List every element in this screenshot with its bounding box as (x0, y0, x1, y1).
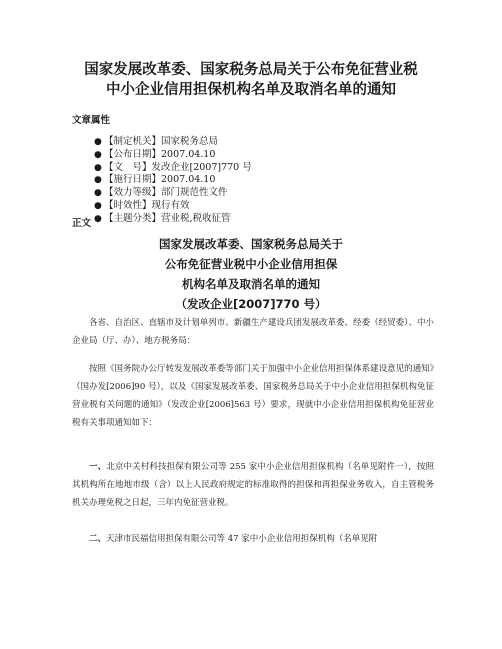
item-1-text: 北京中关村科技担保有限公司等 255 家中小企业信用担保机构（名单见附件一），按照其机构所在地地市级（含）以上人民政府规定的标准取得的担保和再担保业务收入，自主管税务机关办理免税之日起，三年内免征营业税。 (72, 462, 434, 508)
item-2-text: 天津市民福信用担保有限公司等 47 家中小企业信用担保机构（名单见附 (106, 534, 378, 544)
item-1-label: 一、 (89, 462, 107, 472)
document-title-line-1: 国家发展改革委、国家税务总局关于公布免征营业税 (84, 62, 418, 78)
bullet-icon: ● (94, 188, 102, 199)
document-title (40, 60, 462, 100)
item-2-paragraph (72, 530, 434, 548)
article-title (70, 234, 432, 314)
article-title-line-1: 国家发展改革委、国家税务总局关于 (159, 237, 343, 251)
bullet-icon: ● (94, 213, 102, 224)
article-title-line-2: 公布免征营业税中小企业信用担保 (164, 257, 338, 271)
bullet-icon: ● (94, 200, 102, 211)
item-2-label: 二、 (89, 534, 107, 544)
document-title-line-2: 中小企业信用担保机构名单及取消名单的通知 (106, 82, 396, 98)
intro-paragraph: 按照《国务院办公厅转发发展改革委等部门关于加强中小企业信用担保体系建设意见的通知》（国办发[2006]90 号），以及《国家发展改革委、国家税务总局关于中小企业信用担保机构免征营业税有关问题的通知》（发改企业[2006]563 号）要求，现就中小企业信用担保机构免征营业税有关事项通知如下： (72, 364, 434, 428)
addressee-paragraph: 各省、自治区、直辖市及计划单列市、新疆生产建设兵团发展改革委、经委（经贸委）、中小企业局（厅、办）、地方税务局： (72, 318, 434, 346)
body-heading: 正文 (72, 218, 92, 229)
bullet-icon: ● (94, 175, 102, 186)
item-1-paragraph (72, 458, 434, 512)
bullet-icon: ● (94, 149, 102, 160)
document-page: 国家发展改革委、国家税务总局关于公布免征营业税 中小企业信用担保机构名单及取消名单的通知 文章属性 ● 【制定机关】国家税务总局 ● 【公布日期】2007.04.10 ● 【文 号】发改企业[2007]770 号 ● 【施行日期】2007.04.10 ● 【效力等级】部门规范性文件 ● 【时效性】现行有效 ● 【主题分类】营业税,税收征管 正文 国家发展改革委、国家税务总局关于 公布免征营业税中小企业信用担保 机构名单及取消名单的通知 （发改企业[2007]770 号） 各省、自治区、直辖市及计划单列市、新疆生产建设兵团发展改革委、经委（经贸委）、中小企业局（厅、办）、地方税务局： 按照《国务院办公厅转发发展改革委等部门关于加强中小企业信用担保体系建设意见的通知》（国办发[2006]90 号），以及《国家发展改革委、国家税务总局关于中小企业信用担保机构免征营业税有关问题的通知》（发改企业[2006]563 号）要求，现就中小企业信用担保机构免征营业税有关事项通知如下： 一、北京中关村科技担保有限公司等 255 家中小企业信用担保机构（名单见附件一），按照其机构所在地地市级（含）以上人民政府规定的标准取得的担保和再担保业务收入，自主管税务机关办理免税之日起，三年内免征营业税。 二、天津市民福信用担保有限公司等 47 家中小企业信用担保机构（名单见附 (0, 0, 502, 649)
attributes-heading: 文章属性 (72, 115, 111, 126)
bullet-icon: ● (94, 137, 102, 147)
article-title-line-4: （发改企业[2007]770 号） (175, 297, 327, 311)
article-title-line-3: 机构名单及取消名单的通知 (182, 277, 320, 291)
bullet-icon: ● (94, 162, 102, 173)
